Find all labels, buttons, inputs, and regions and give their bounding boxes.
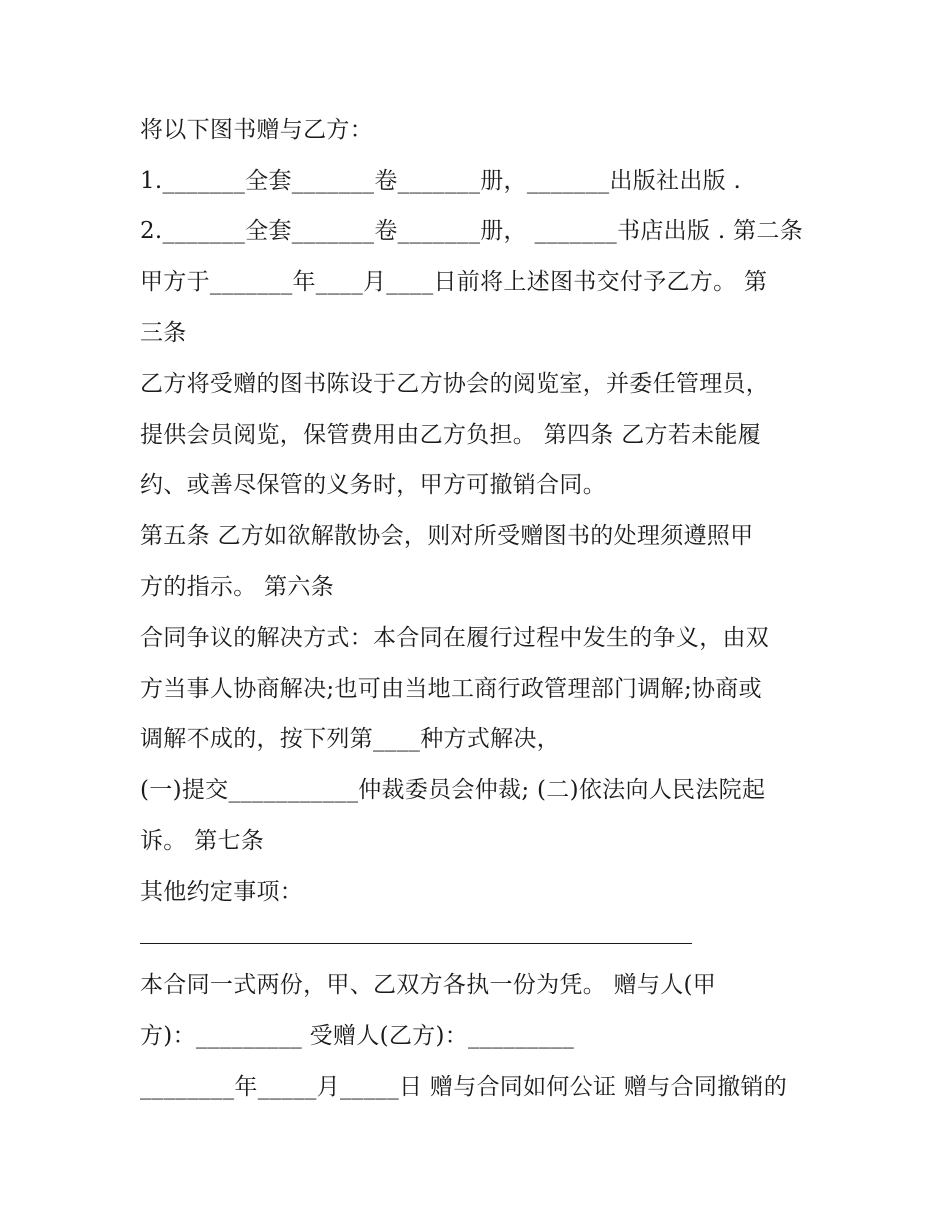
text-line: 第五条 乙方如欲解散协会，则对所受赠图书的处理须遵照甲 (140, 523, 754, 549)
text-line: 乙方将受赠的图书陈设于乙方协会的阅览室，并委任管理员， (140, 371, 770, 397)
text-line: 方当事人协商解决;也可由当地工商行政管理部门调解;协商或 (140, 676, 762, 702)
text-line: 甲方于_______年____月____日前将上述图书交付予乙方。 第 (140, 269, 768, 295)
text-line: 方)：_________ 受赠人(乙方)：_________ (140, 1023, 575, 1049)
text-line: 1._______全套_______卷_______册，_______出版社出版 . (140, 168, 742, 194)
text-line: 调解不成的，按下列第____种方式解决， (140, 726, 560, 752)
text-line: ________年_____月_____日 赠与合同如何公证 赠与合同撤销的 (140, 1074, 788, 1100)
text-line: 约、或善尽保管的义务时，甲方可撤销合同。 (140, 472, 606, 498)
text-line: 将以下图书赠与乙方： (140, 117, 373, 143)
text-line: 2._______全套_______卷_______册， _______书店出版 . 第二条 (140, 218, 803, 244)
text-line: 方的指示。 第六条 (140, 574, 335, 600)
text-line: (一)提交___________仲裁委员会仲裁; (二)依法向人民法院起 (140, 777, 766, 803)
blank-rule (140, 943, 692, 944)
text-line: 提供会员阅览，保管费用由乙方负担。 第四条 乙方若未能履 (140, 422, 762, 448)
text-line: 其他约定事项： (140, 879, 304, 905)
text-line: 诉。 第七条 (140, 828, 265, 854)
text-line: 三条 (140, 320, 187, 346)
text-line: 合同争议的解决方式：本合同在履行过程中发生的争义，由双 (140, 625, 770, 651)
text-line: 本合同一式两份，甲、乙双方各执一份为凭。 赠与人(甲 (140, 972, 717, 998)
